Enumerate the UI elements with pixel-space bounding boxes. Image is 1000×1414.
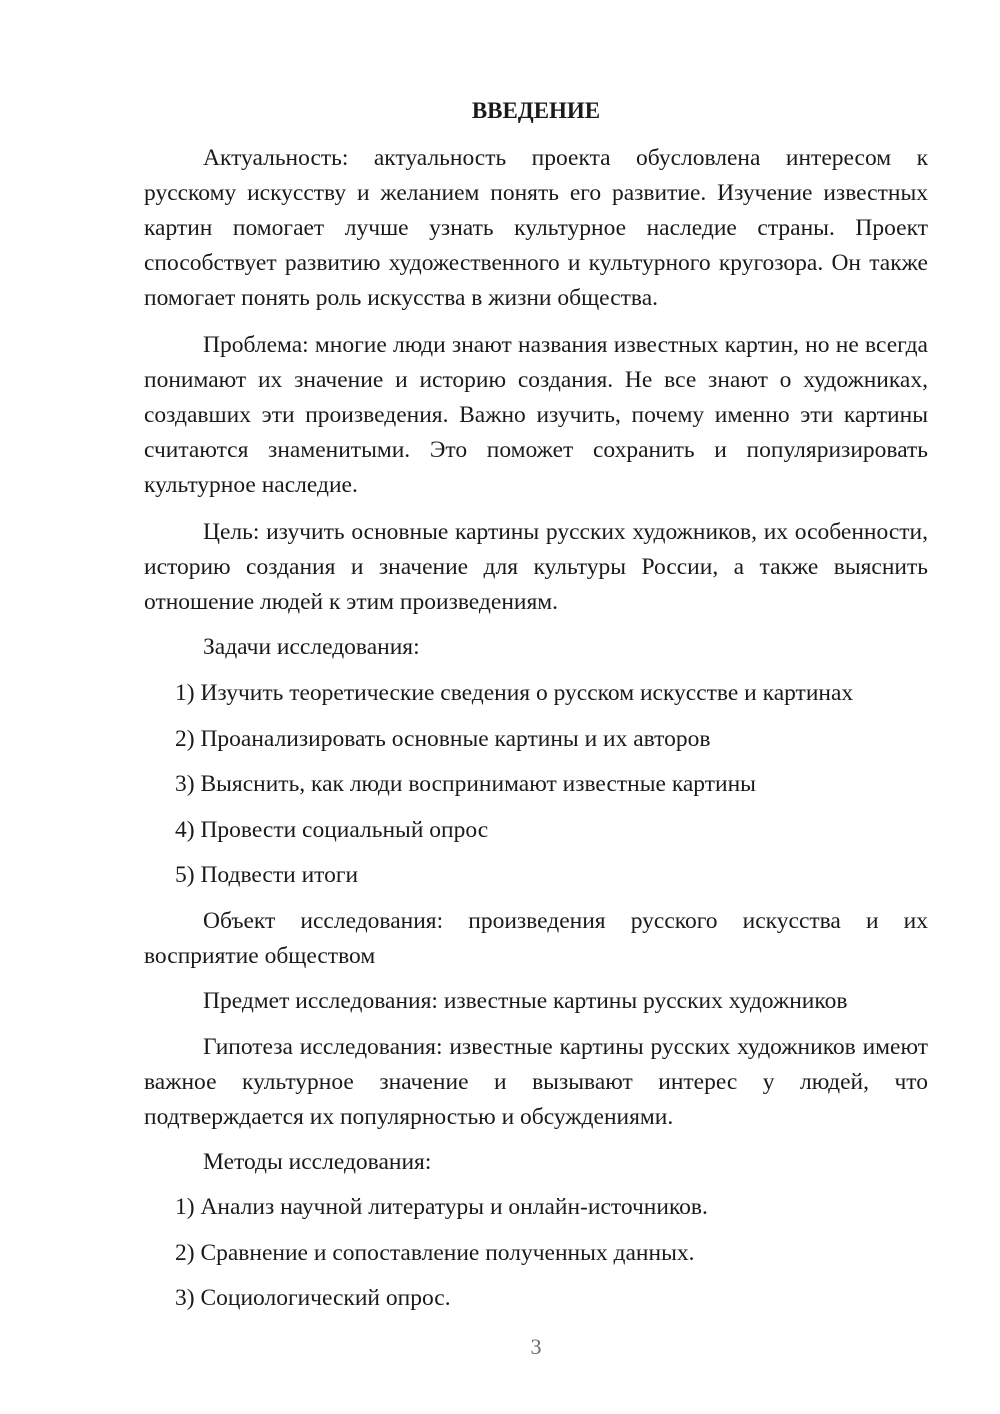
relevance-paragraph: Актуальность: актуальность проекта обусловлена интересом к русскому искусству и желанием понять его развитие. Изучение известных картин помогает лучше узнать культурное наследие страны. Проект способствует развитию художественного и культурного кругозора. Он также помогает понять роль искусства в жизни общества. (144, 145, 928, 311)
page-title: ВВЕДЕНИЕ (471, 98, 601, 123)
task-item: 5) Подвести итоги (175, 862, 359, 888)
method-item: 1) Анализ научной литературы и онлайн-источников. (175, 1194, 708, 1220)
object-paragraph: Объект исследования: произведения русского искусства и их восприятие обществом (144, 908, 928, 969)
page-number: 3 (530, 1334, 542, 1359)
methods-title: Методы исследования: (203, 1149, 432, 1175)
tasks-title: Задачи исследования: (203, 634, 420, 660)
subject-paragraph: Предмет исследования: известные картины русских художников (203, 988, 848, 1014)
task-item: 4) Провести социальный опрос (175, 817, 489, 843)
method-item: 3) Социологический опрос. (175, 1285, 451, 1311)
task-item: 3) Выяснить, как люди воспринимают известные картины (175, 771, 756, 797)
method-item: 2) Сравнение и сопоставление полученных данных. (175, 1240, 695, 1266)
task-item: 1) Изучить теоретические сведения о русском искусстве и картинах (175, 680, 854, 706)
problem-paragraph: Проблема: многие люди знают названия известных картин, но не всегда понимают их значение и историю создания. Не все знают о художниках, создавших эти произведения. Важно изучить, почему именно эти картины считаются знаменитыми. Это поможет сохранить и популяризировать культурное наследие. (144, 332, 928, 498)
task-item: 2) Проанализировать основные картины и их авторов (175, 726, 711, 752)
hypothesis-paragraph: Гипотеза исследования: известные картины русских художников имеют важное культурное значение и вызывают интерес у людей, что подтверждается их популярностью и обсуждениями. (144, 1034, 928, 1130)
goal-paragraph: Цель: изучить основные картины русских художников, их особенности, историю создания и значение для культуры России, а также выяснить отношение людей к этим произведениям. (144, 519, 928, 615)
